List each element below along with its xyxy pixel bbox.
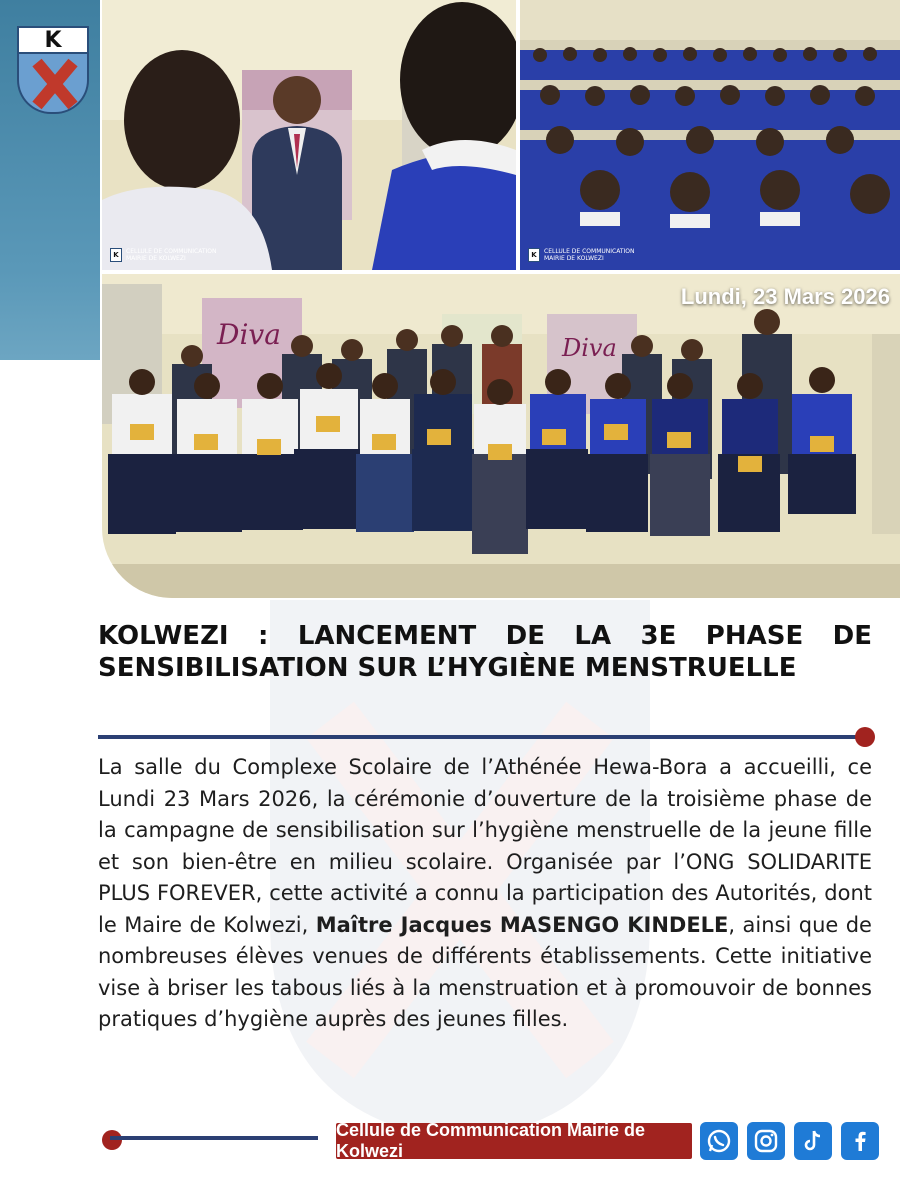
body-part2: , ainsi que de nombreuses élèves venues de différents établissements. Cette initiative vise à briser les tabous liés à la menstruation et à promouvoir de bonnes pratiques d’hygiène auprès des jeunes filles. <box>98 912 872 1031</box>
title-divider <box>98 735 858 739</box>
event-date: Lundi, 23 Mars 2026 <box>680 284 890 309</box>
crest-shield <box>17 54 89 114</box>
footer-divider <box>110 1136 318 1140</box>
tiktok-icon[interactable] <box>794 1122 832 1160</box>
whatsapp-icon[interactable] <box>700 1122 738 1160</box>
photo-auditorium-students <box>520 0 900 270</box>
social-links <box>700 1122 879 1160</box>
divider-dot <box>855 727 875 747</box>
crest-letter: K <box>17 26 89 54</box>
footer-dot <box>102 1130 122 1150</box>
facebook-icon[interactable] <box>841 1122 879 1160</box>
photo-watermark: K CELLULE DE COMMUNICATION MAIRIE DE KOLWEZI <box>528 248 635 262</box>
kolwezi-crest-logo <box>17 26 89 116</box>
banner-diva-left: Diva <box>217 318 281 351</box>
footer-communication-label: Cellule de Communication Mairie de Kolwezi <box>336 1123 692 1159</box>
instagram-icon[interactable] <box>747 1122 785 1160</box>
headline: KOLWEZI : LANCEMENT DE LA 3E PHASE DE SENSIBILISATION SUR L’HYGIÈNE MENSTRUELLE <box>98 621 872 683</box>
banner-diva-right: Diva <box>562 334 617 362</box>
article-body <box>98 752 872 1036</box>
photo-group-students-officials <box>102 274 900 598</box>
body-highlight-mayor: Maître Jacques MASENGO KINDELE <box>315 912 729 937</box>
photo-watermark: K CELLULE DE COMMUNICATION MAIRIE DE KOLWEZI <box>110 248 217 262</box>
photo-mayor-ceremony <box>102 0 516 270</box>
body-part1: La salle du Complexe Scolaire de l’Athénée Hewa-Bora a accueilli, ce Lundi 23 Mars 2026, la cérémonie d’ouverture de la troisième phase de la campagne de sensibilisation sur l’hygiène menstruelle de la jeune fille et son bien-être en milieu scolaire. Organisée par l’ONG SOLIDARITE PLUS FOREVER, cette activité a connu la participation des Autorités, dont le Maire de Kolwezi, <box>98 755 872 937</box>
